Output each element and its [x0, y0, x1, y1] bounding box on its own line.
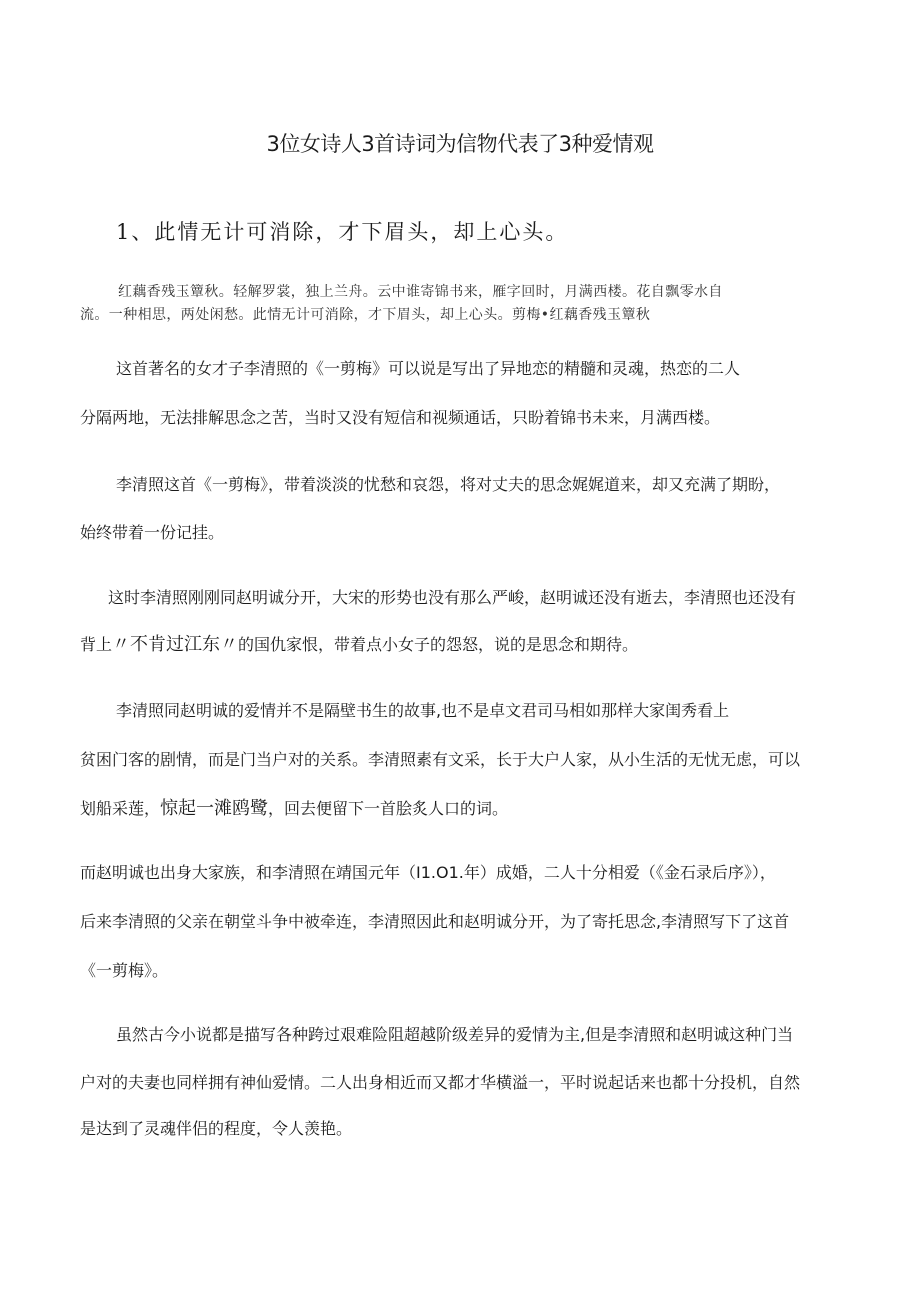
paragraph-line: 这首著名的女才子李清照的《一剪梅》可以说是写出了异地恋的精髓和灵魂，热恋的二人 [116, 359, 741, 378]
paragraph-line: 李清照同赵明诚的爱情并不是隔壁书生的故事,也不是卓文君司马相如那样大家闺秀看上 [116, 701, 730, 720]
paragraph-line: 这时李清照刚刚同赵明诚分开，大宋的形势也没有那么严峻，赵明诚还没有逝去，李清照也还没有 [108, 588, 797, 607]
paragraph-line: 分隔两地，无法排解思念之苦，当时又没有短信和视频通话，只盼着锦书未来，月满西楼。 [80, 408, 721, 427]
poem-line: 红藕香残玉簟秋。轻解罗裳，独上兰舟。云中谁寄锦书来，雁字回时，月满西楼。花自飘零水自 [118, 284, 723, 300]
paragraph-line: 李清照这首《一剪梅》，带着淡淡的忧愁和哀怨，将对丈夫的思念娓娓道来，却又充满了期盼， [116, 475, 781, 494]
page-title: 3位女诗人3首诗词为信物代表了3种爱情观 [266, 132, 654, 156]
poem-line: 流。一种相思，两处闲愁。此情无计可消除，才下眉头，却上心头。剪梅•红藕香残玉簟秋 [80, 307, 651, 323]
text-segment: 背上 [80, 635, 113, 654]
paragraph-line: 《一剪梅》。 [80, 961, 169, 980]
paragraph-line: 始终带着一份记挂。 [80, 523, 225, 542]
text-segment: 划船采莲， [80, 799, 161, 818]
paragraph-line: 是达到了灵魂伴侣的程度，令人羡艳。 [80, 1119, 353, 1138]
paragraph-line: 而赵明诚也出身大家族，和李清照在靖国元年（I1.O1.年）成婚，二人十分相爱（《金石录后序》）， [80, 863, 776, 882]
text-segment: 的国仇家恨，带着点小女子的怨怒，说的是思念和期待。 [238, 635, 639, 654]
quoted-phrase: 惊起一滩鸥鹭 [160, 798, 269, 819]
paragraph-line: 虽然古今小说都是描写各种跨过艰难险阻超越阶级差异的爱情为主,但是李清照和赵明诚这种门当 [116, 1025, 794, 1044]
text-segment: ，回去便留下一首脍炙人口的词。 [268, 799, 509, 818]
paragraph-line: 户对的夫妻也同样拥有神仙爱情。二人出身相近而又都才华横溢一，平时说起话来也都十分投机，自然 [80, 1073, 801, 1092]
paragraph-line: 贫困门客的剧情，而是门当户对的关系。李清照素有文采，长于大户人家，从小生活的无忧无虑，可以 [80, 750, 801, 769]
paragraph-line [80, 630, 638, 656]
quoted-phrase: 〃不肯过江东〃 [112, 634, 239, 655]
paragraph-line: 后来李清照的父亲在朝堂斗争中被牵连，李清照因此和赵明诚分开，为了寄托思念,李清照写下了这首 [80, 912, 790, 931]
paragraph-line [80, 794, 508, 820]
section-heading: 1、此情无计可消除，才下眉头，却上心头。 [116, 220, 569, 244]
